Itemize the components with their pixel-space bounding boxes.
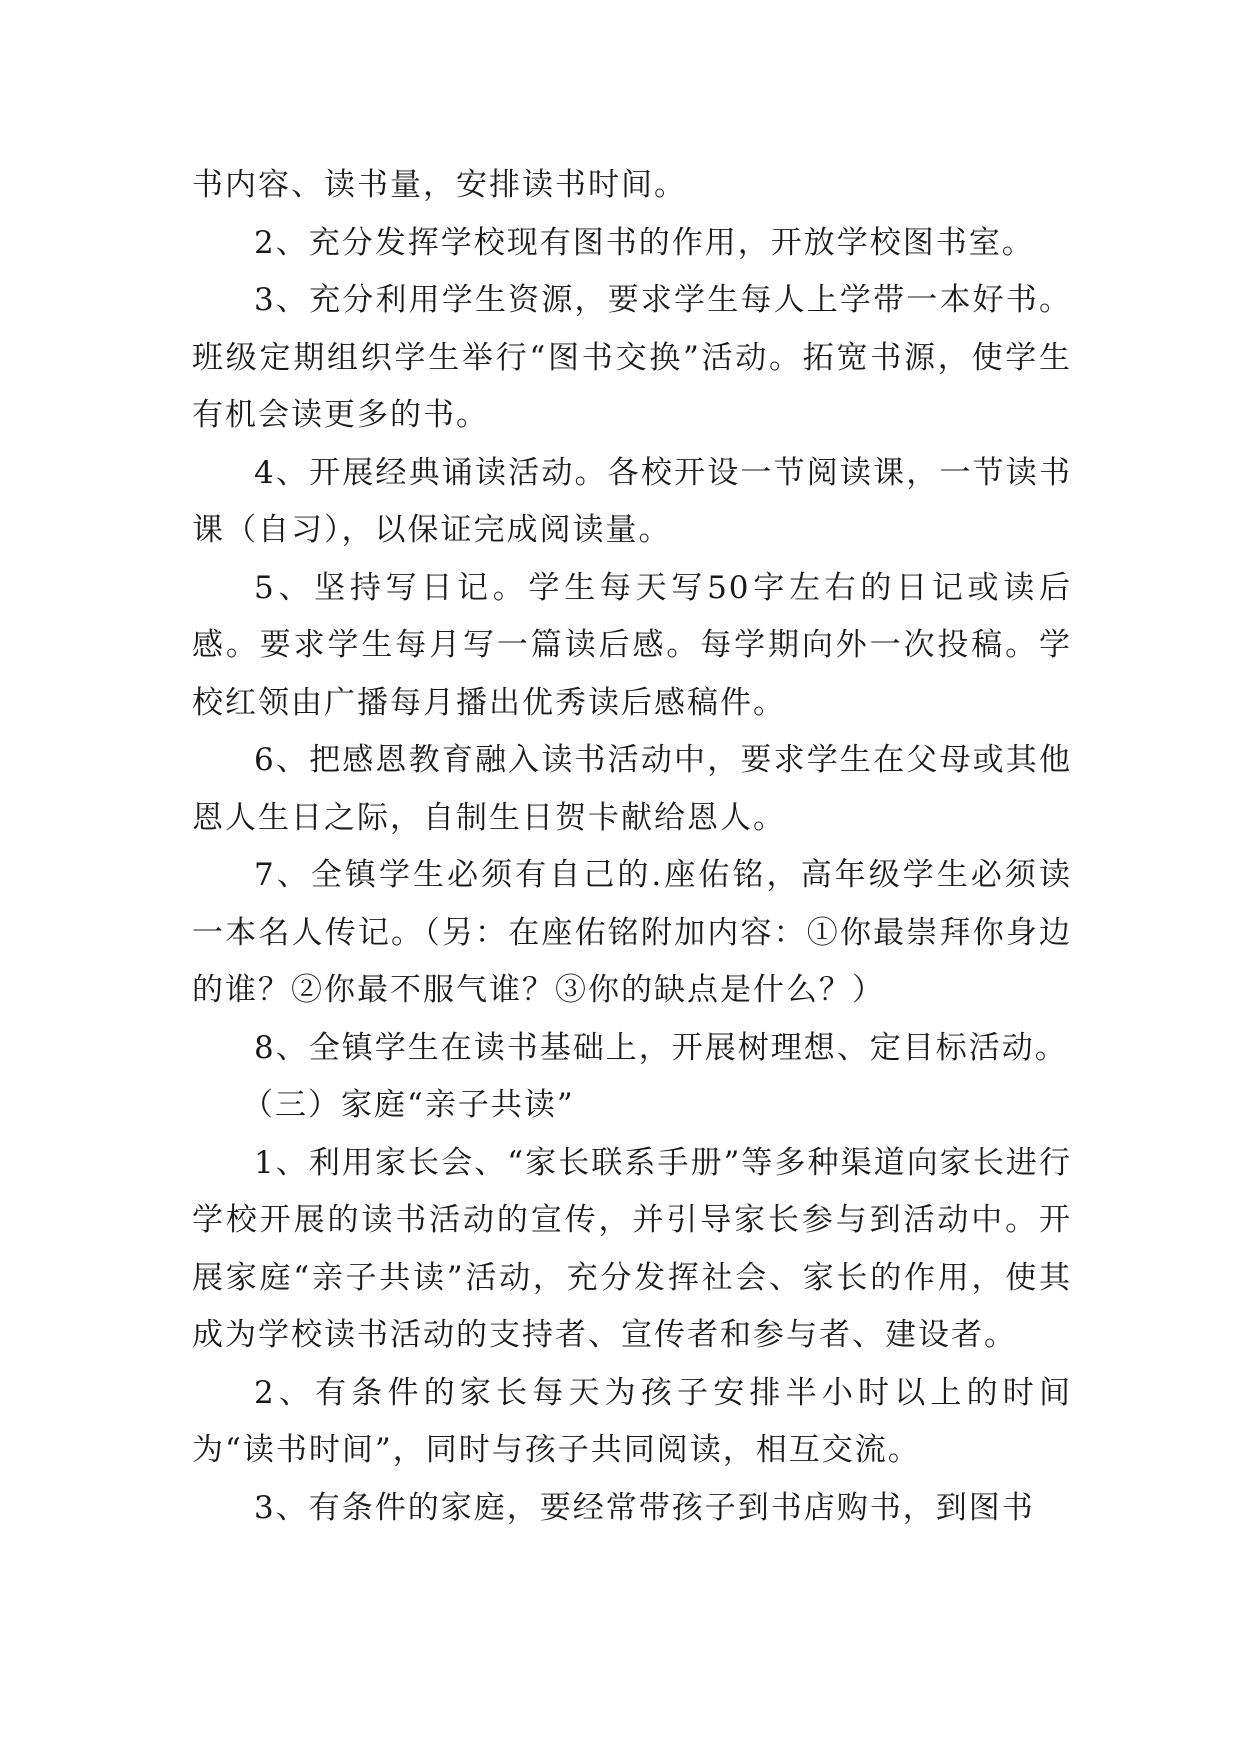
paragraph-item-4: 4、开展经典诵读活动。各校开设一节阅读课，一节读书课（自习），以保证完成阅读量。	[192, 454, 1072, 548]
paragraph-item-5: 5、坚持写日记。学生每天写50字左右的日记或读后感。要求学生每月写一篇读后感。每学期向外一次投稿。学校红领由广播每月播出优秀读后感稿件。	[192, 569, 1072, 721]
paragraph-item-6: 6、把感恩教育融入读书活动中，要求学生在父母或其他恩人生日之际，自制生日贺卡献给恩人。	[192, 742, 1072, 836]
paragraph-family-2: 2、有条件的家长每天为孩子安排半小时以上的时间为“读书时间”，同时与孩子共同阅读，相互交流。	[192, 1374, 1072, 1468]
paragraph-item-3: 3、充分利用学生资源，要求学生每人上学带一本好书。班级定期组织学生举行“图书交换”活动。拓宽书源，使学生有机会读更多的书。	[192, 282, 1072, 433]
paragraph-continuation: 书内容、读书量，安排读书时间。	[192, 167, 687, 203]
paragraph-item-2: 2、充分发挥学校现有图书的作用，开放学校图书室。	[254, 224, 1035, 261]
section-heading: （三）家庭“亲子共读”	[242, 1087, 575, 1123]
paragraph-family-1: 1、利用家长会、“家长联系手册”等多种渠道向家长进行学校开展的读书活动的宣传，并引导家长参与到活动中。开展家庭“亲子共读”活动，充分发挥社会、家长的作用，使其成为学校读书活动的支持者、宣传者和参与者、建设者。	[192, 1144, 1072, 1353]
paragraph-item-8: 8、全镇学生在读书基础上，开展树理想、定目标活动。	[254, 1029, 1068, 1066]
document-body	[192, 157, 1072, 1537]
paragraph-family-3: 3、有条件的家庭，要经常带孩子到书店购书，到图书	[254, 1489, 1035, 1526]
paragraph-item-7: 7、全镇学生必须有自己的.座佑铭，高年级学生必须读一本名人传记。（另：在座佑铭附加内容：①你最崇拜你身边的谁？②你最不服气谁？③你的缺点是什么？）	[192, 857, 1072, 1008]
